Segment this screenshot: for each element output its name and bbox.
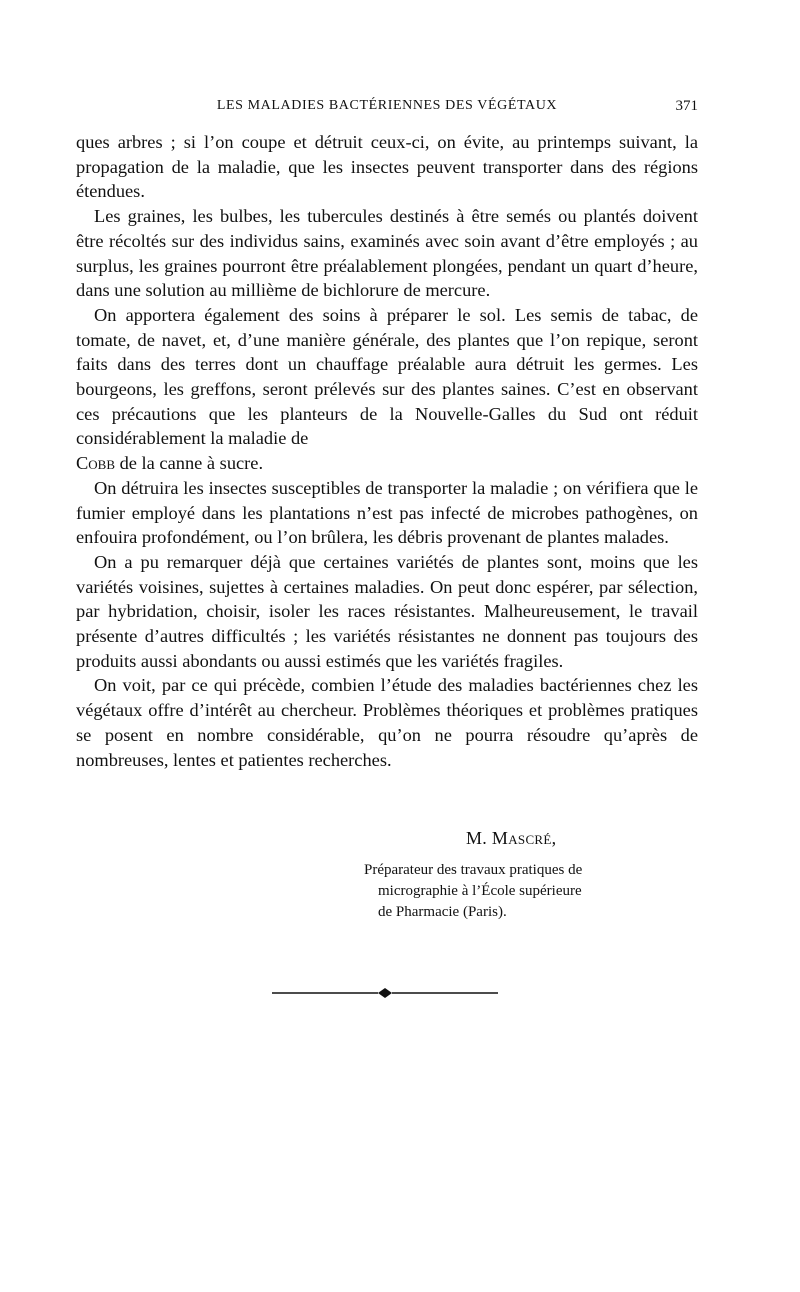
paragraph-seeds: Les graines, les bulbes, les tubercules destinés à être semés ou plantés doivent être récoltés sur des individus sains, examinés avec soin avant d’être employés ; au surplus, les graines pourront être préalablement plongées, pendant un quart d’heure, dans une solution au millième de bichlorure de mercure. bbox=[76, 206, 698, 301]
affiliation-line-2: micrographie à l’École supérieure bbox=[378, 883, 582, 899]
end-ornament bbox=[272, 986, 498, 1000]
author-name-cobb: Cobb bbox=[76, 453, 115, 474]
running-title: LES MALADIES BACTÉRIENNES DES VÉGÉTAUX bbox=[216, 98, 558, 113]
paragraph-varieties: On a pu remarquer déjà que certaines variétés de plantes sont, moins que les variétés voisines, sujettes à certaines maladies. On peut donc espérer, par sélection, par hybridation, choisir, isoler les races résistantes. Malheureusement, le travail présente d’autres difficultés ; les variétés résistantes ne donnent pas toujours des produits aussi abondants ou aussi estimés que les variétés fragiles. bbox=[76, 551, 698, 671]
paragraph-soil bbox=[76, 303, 698, 476]
affiliation-line-3: de Pharmacie (Paris). bbox=[378, 904, 507, 920]
running-header bbox=[76, 96, 698, 120]
author-signature bbox=[466, 828, 556, 849]
author-affiliation bbox=[364, 860, 654, 923]
signature-surname: Mascré, bbox=[491, 828, 557, 848]
page-number: 371 bbox=[675, 98, 698, 114]
paragraph-soil-text: On apportera également des soins à préparer le sol. Les semis de tabac, de tomate, de navet, et, d’une manière générale, des plantes que l’on repique, seront faits dans des terres dont un chauffage préalable aura détruit les germes. Les bourgeons, les greffons, seront prélevés sur des plantes saines. C’est en observant ces précautions que les planteurs de la Nouvelle-Galles du Sud ont réduit considérablement la maladie de bbox=[76, 304, 698, 449]
paragraph-conclusion: On voit, par ce qui précède, combien l’étude des maladies bactériennes chez les végétaux offre d’intérêt au chercheur. Problèmes théoriques et problèmes pratiques se posent en nombre considérable, qu’on ne pourra résoudre qu’après de nombreuses, lentes et patientes recherches. bbox=[76, 675, 698, 770]
paragraph-continuation: ques arbres ; si l’on coupe et détruit ceux-ci, on évite, au printemps suivant, la propagation de la maladie, que les insectes peuvent transporter dans des régions étendues. bbox=[76, 132, 698, 202]
paragraph-insects: On détruira les insectes susceptibles de transporter la maladie ; on vérifiera que le fumier employé dans les plantations n’est pas infecté de microbes pathogènes, on enfouira profondément, ou l’on brûlera, les débris provenant de plantes malades. bbox=[76, 477, 698, 548]
body-text bbox=[76, 130, 698, 772]
signature-initial: M. bbox=[466, 828, 488, 848]
affiliation-line-1: Préparateur des travaux pratiques de bbox=[364, 862, 583, 878]
ornament-diamond bbox=[378, 988, 392, 998]
paragraph-soil-end: de la canne à sucre. bbox=[115, 453, 264, 474]
